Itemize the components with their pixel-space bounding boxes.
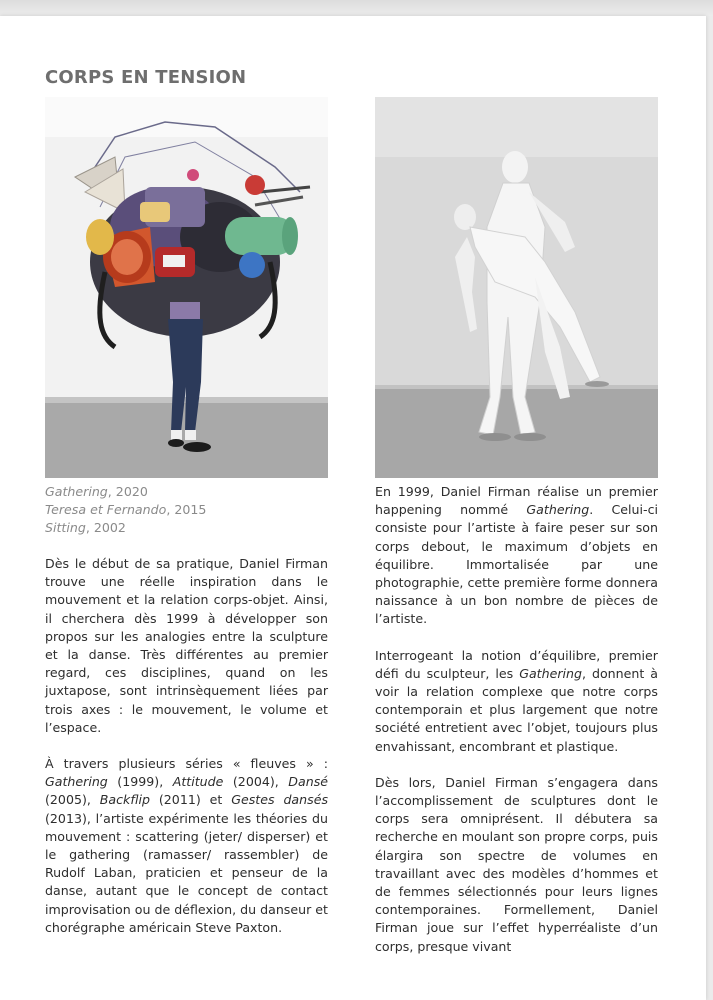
photo-captions [45,483,328,538]
caption-line: Teresa et Fernando, 2015 [45,502,207,518]
caption-line: Gathering, 2020 [45,484,148,499]
paragraph: En 1999, Daniel Firman réalise un premier happening nommé Gathering. Celui-ci consiste pour l’artiste à faire peser sur son corps debout, le maximum d’objets en équilibre. Immortalisée par une photographie, cette première forme donnera naissance à un bon nombre de pièces de l’artiste. [375,484,658,627]
paragraph: Interrogeant la notion d’équilibre, premier défi du sculpteur, les Gathering, donnent à voir la relation complexe que notre corps contemporain et plus largement que notre société entretient avec l’objet, toujours plus envahissant, encombrant et plastique. [375,647,658,754]
paragraph: Dès le début de sa pratique, Daniel Firman trouve une réelle inspiration dans le mouvement et la relation corps-objet. Ainsi, il cherchera dès 1999 à développer son propos sur les analogies entre la sculpture et la danse. Très différentes au premier regard, ces disciplines, quand on les juxtapose, sont intrinsèquement liées par trois axes : le mouvement, le volume et l’espace. [45,556,328,735]
paragraph: Dès lors, Daniel Firman s’engagera dans l’accomplissement de sculptures dont le corps sera omniprésent. Il débutera sa recherche en moulant son propre corps, puis élargira son spectre de volumes en travaillant avec des modèles d’hommes et de femmes sélectionnés pour leurs lignes contemporaines. Formellement, Daniel Firman joue sur l’effet hyperréaliste d’un corps, presque vivant [375,774,658,954]
teresa-et-fernando-photo [375,97,658,478]
viewer-top-band [0,0,713,16]
left-column [45,555,328,955]
paragraph: À travers plusieurs séries « fleuves » : Gathering (1999), Attitude (2004), Dansé (2005), Backflip (2011) et Gestes dansés (2013), l’artiste expérimente les théories du mouvement : scattering (jeter/ disperser) et le gathering (ramasser/ rassembler) de Rudolf Laban, praticien et penseur de la danse, autant que le concept de contact improvisation ou de déflexion, du danseur et chorégraphe américain Steve Paxton. [45,756,329,935]
caption-line: Sitting, 2002 [45,520,126,536]
gathering-photo [45,97,328,478]
section-title: CORPS EN TENSION [45,67,247,88]
right-column [375,483,658,956]
